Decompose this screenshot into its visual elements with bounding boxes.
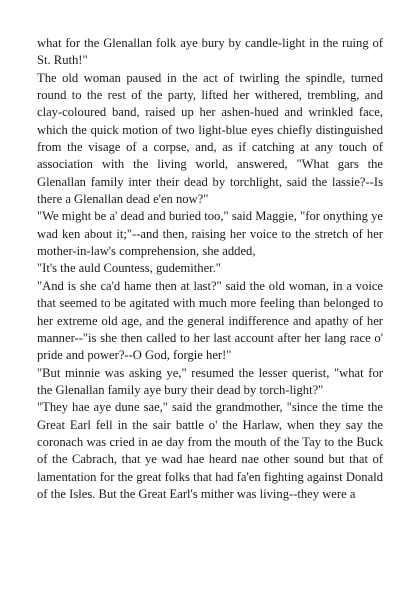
paragraph: "They hae aye dune sae," said the grandmother, "since the time the Great Earl fell in the sair battle o' the Harlaw, when they say the coronach was cried in ae day from the mouth of the Tay to the Buck of the Cabrach, that ye wad hae heard nae other sound but that of lamentation for the great folks that had fa'en fighting against Donald of the Isles. But the Great Earl's mither was living--they were a — [37, 400, 383, 501]
paragraph: "And is she ca'd hame then at last?" said the old woman, in a voice that seemed to be agitated with much more feeling than belonged to her extreme old age, and the general indifference and apathy of her manner--"is she then called to her last account after her lang race o' pride and power?--O God, forgie her!" — [37, 278, 383, 363]
paragraph: "It's the auld Countess, gudemither." — [37, 261, 221, 276]
paragraph: "We might be a' dead and buried too," said Maggie, "for onything ye wad ken about it;"--and then, raising her voice to the stretch of her mother-in-law's comprehension, she added, — [37, 209, 383, 259]
paragraph: what for the Glenallan folk aye bury by candle-light in the ruing of St. Ruth!" — [37, 36, 383, 68]
paragraph: The old woman paused in the act of twirling the spindle, turned round to the rest of the party, lifted her withered, trembling, and clay-coloured band, raised up her ashen-hued and wrinkled face, which the quick motion of two light-blue eyes chiefly distinguished from the visage of a corpse, and, as if catching at any touch of association with the living world, answered, "What gars the Glenallan family inter their dead by torchlight, said the lassie?--Is there a Glenallan dead e'en now?" — [37, 70, 383, 207]
document-page — [37, 35, 383, 503]
paragraph: "But minnie was asking ye," resumed the lesser querist, "what for the Glenallan family aye bury their dead by torch-light?" — [37, 365, 383, 397]
